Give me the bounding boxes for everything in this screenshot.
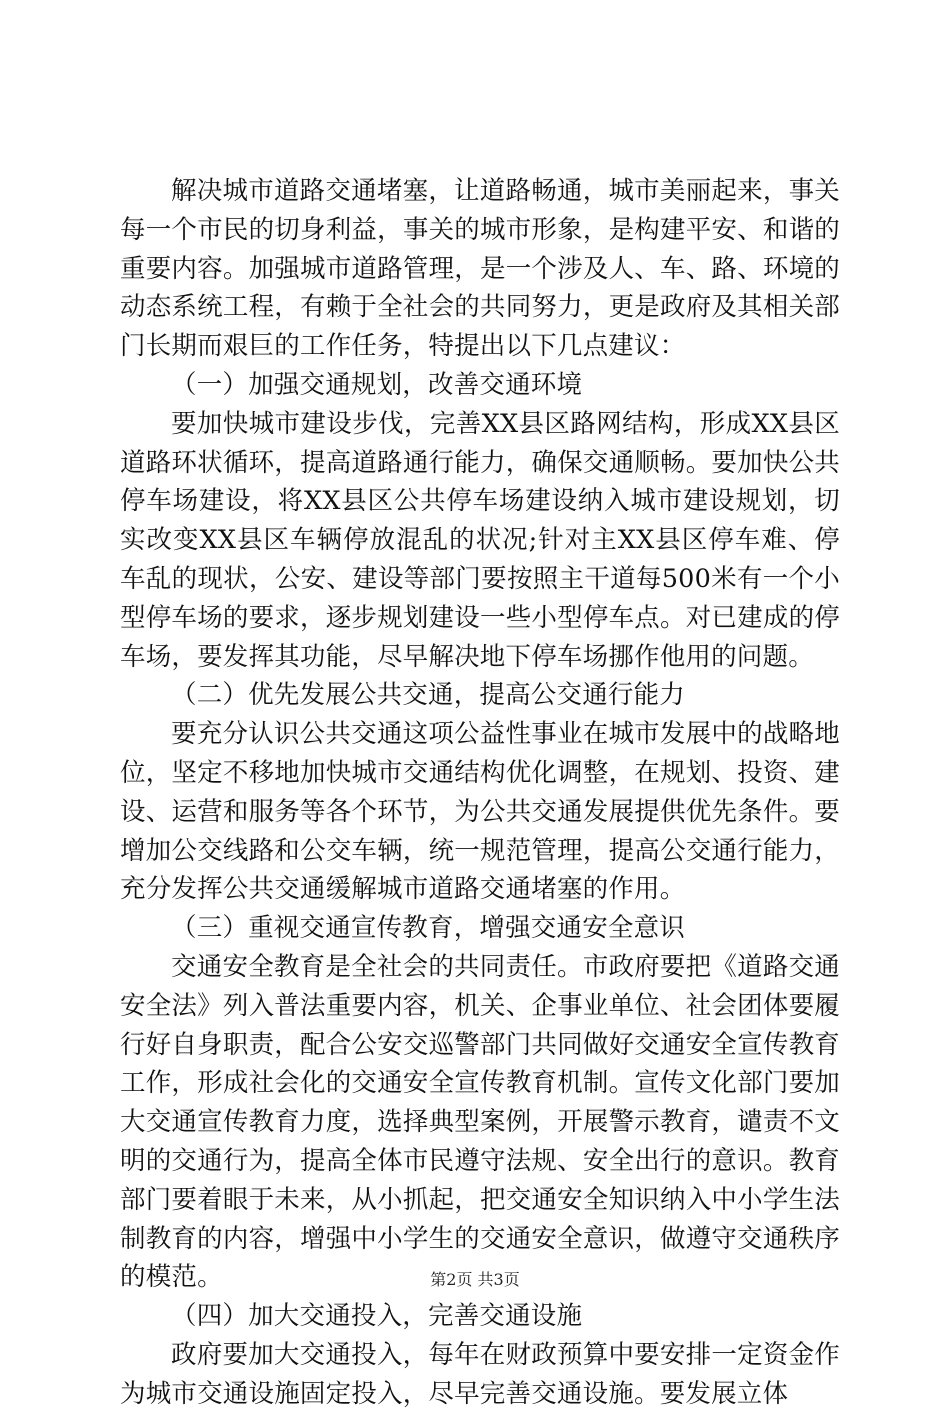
page-footer: [0, 1270, 950, 1290]
section-paragraph-4: 政府要加大交通投入，每年在财政预算中要安排一定资金作为城市交通设施固定投入，尽早完善交通设施。要发展立体: [120, 1339, 840, 1409]
section-heading-3: （三）重视交通宣传教育，增强交通安全意识: [171, 913, 686, 944]
section-paragraph-1: 要加快城市建设步伐，完善XX县区路网结构，形成XX县区道路环状循环，提高道路通行能力，确保交通顺畅。要加快公共停车场建设，将XX县区公共停车场建设纳入城市建设规划，切实改变XX县区车辆停放混乱的状况;针对主XX县区停车难、停车乱的现状，公安、建设等部门要按照主干道每500米有一个小型停车场的要求，逐步规划建设一些小型停车点。对已建成的停车场，要发挥其功能，尽早解决地下停车场挪作他用的问题。: [120, 408, 840, 672]
section-heading-4: （四）加大交通投入，完善交通设施: [171, 1301, 583, 1332]
section-paragraph-3: 交通安全教育是全社会的共同责任。市政府要把《道路交通安全法》列入普法重要内容，机关、企事业单位、社会团体要履行好自身职责，配合公安交巡警部门共同做好交通安全宣传教育工作，形成社会化的交通安全宣传教育机制。宣传文化部门要加大交通宣传教育力度，选择典型案例，开展警示教育，谴责不文明的交通行为，提高全体市民遵守法规、安全出行的意识。教育部门要着眼于未来，从小抓起，把交通安全知识纳入中小学生法制教育的内容，增强中小学生的交通安全意识，做遵守交通秩序的模范。: [120, 951, 840, 1293]
page-number-label: 第2页 共3页: [430, 1270, 520, 1289]
document-body: [120, 172, 840, 1414]
section-heading-2: （二）优先发展公共交通，提高公交通行能力: [171, 680, 686, 711]
intro-paragraph: 解决城市道路交通堵塞，让道路畅通，城市美丽起来，事关每一个市民的切身利益，事关的城市形象，是构建平安、和谐的重要内容。加强城市道路管理，是一个涉及人、车、路、环境的动态系统工程，有赖于全社会的共同努力，更是政府及其相关部门长期而艰巨的工作任务，特提出以下几点建议：: [120, 176, 840, 362]
section-paragraph-2: 要充分认识公共交通这项公益性事业在城市发展中的战略地位，坚定不移地加快城市交通结构优化调整，在规划、投资、建设、运营和服务等各个环节，为公共交通发展提供优先条件。要增加公交线路和公交车辆，统一规范管理，提高公交通行能力，充分发挥公共交通缓解城市道路交通堵塞的作用。: [120, 719, 840, 905]
section-heading-1: （一）加强交通规划，改善交通环境: [171, 369, 583, 400]
